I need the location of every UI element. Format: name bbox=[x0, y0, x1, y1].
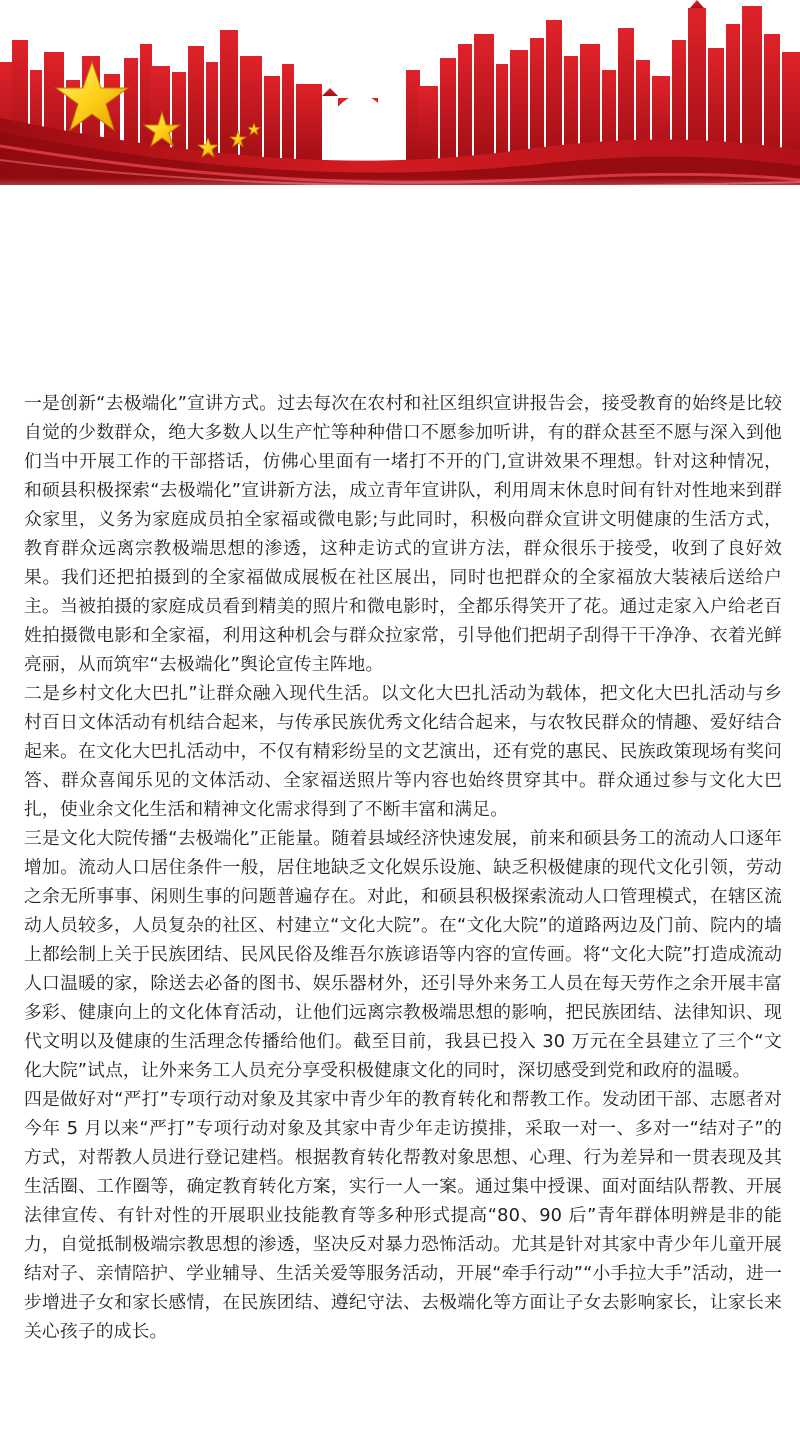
paragraph-1: 一是创新“去极端化”宣讲方式。过去每次在农村和社区组织宣讲报告会，接受教育的始终是比较自觉的少数群众，绝大多数人以生产忙等种种借口不愿参加听讲，有的群众甚至不愿与深入到他们当中开展工作的干部搭话，仿佛心里面有一堵打不开的门,宣讲效果不理想。针对这种情况，和硕县积极探索“去极端化”宣讲新方法，成立青年宣讲队，利用周末休息时间有针对性地来到群众家里，义务为家庭成员拍全家福或微电影;与此同时，积极向群众宣讲文明健康的生活方式，教育群众远离宗教极端思想的渗透，这种走访式的宣讲方法，群众很乐于接受，收到了良好效果。我们还把拍摄到的全家福做成展板在社区展出，同时也把群众的全家福放大装裱后送给户主。当被拍摄的家庭成员看到精美的照片和微电影时，全都乐得笑开了花。通过走家入户给老百姓拍摄微电影和全家福，利用这种机会与群众拉家常，引导他们把胡子刮得干干净净、衣着光鲜亮丽，从而筑牢“去极端化”舆论宣传主阵地。 bbox=[24, 393, 782, 675]
city-skyline-banner-graphic bbox=[0, 0, 800, 185]
paragraph-2: 二是乡村文化大巴扎”让群众融入现代生活。以文化大巴扎活动为载体，把文化大巴扎活动与乡村百日文体活动有机结合起来，与传承民族优秀文化结合起来，与农牧民群众的情趣、爱好结合起来。在文化大巴扎活动中，不仅有精彩纷呈的文艺演出，还有党的惠民、民族政策现场有奖问答、群众喜闻乐见的文体活动、全家福送照片等内容也始终贯穿其中。群众通过参与文化大巴扎，使业余文化生活和精神文化需求得到了不断丰富和满足。 bbox=[24, 683, 782, 820]
paragraph-3: 三是文化大院传播“去极端化”正能量。随着县域经济快速发展，前来和硕县务工的流动人口逐年增加。流动人口居住条件一般，居住地缺乏文化娱乐设施、缺乏积极健康的现代文化引领，劳动之余无所事事、闲则生事的问题普遍存在。对此，和硕县积极探索流动人口管理模式，在辖区流动人员较多，人员复杂的社区、村建立“文化大院”。在“文化大院”的道路两边及门前、院内的墙上都绘制上关于民族团结、民风民俗及维吾尔族谚语等内容的宣传画。将“文化大院”打造成流动人口温暖的家，除送去必备的图书、娱乐器材外，还引导外来务工人员在每天劳作之余开展丰富多彩、健康向上的文化体育活动，让他们远离宗教极端思想的影响，把民族团结、法律知识、现代文明以及健康的生活理念传播给他们。截至目前，我县已投入 30 万元在全县建立了三个“文化大院”试点，让外来务工人员充分享受积极健康文化的同时，深切感受到党和政府的温暖。 bbox=[24, 828, 782, 1081]
article-body bbox=[24, 389, 782, 1346]
skyline-buildings bbox=[0, 0, 800, 162]
header-banner bbox=[0, 0, 800, 185]
paragraph-4: 四是做好对“严打”专项行动对象及其家中青少年的教育转化和帮教工作。发动团干部、志愿者对今年 5 月以来“严打”专项行动对象及其家中青少年走访摸排，采取一对一、多对一“结对子”的方式，对帮教人员进行登记建档。根据教育转化帮教对象思想、心理、行为差异和一贯表现及其生活圈、工作圈等，确定教育转化方案，实行一人一案。通过集中授课、面对面结队帮教、开展法律宣传、有针对性的开展职业技能教育等多种形式提高“80、90 后”青年群体明辨是非的能力，自觉抵制极端宗教思想的渗透，坚决反对暴力恐怖活动。尤其是针对其家中青少年儿童开展结对子、亲情陪护、学业辅导、生活关爱等服务活动，开展“牵手行动”“小手拉大手”活动，进一步增进子女和家长感情，在民族团结、遵纪守法、去极端化等方面让子女去影响家长，让家长来关心孩子的成长。 bbox=[24, 1089, 782, 1342]
